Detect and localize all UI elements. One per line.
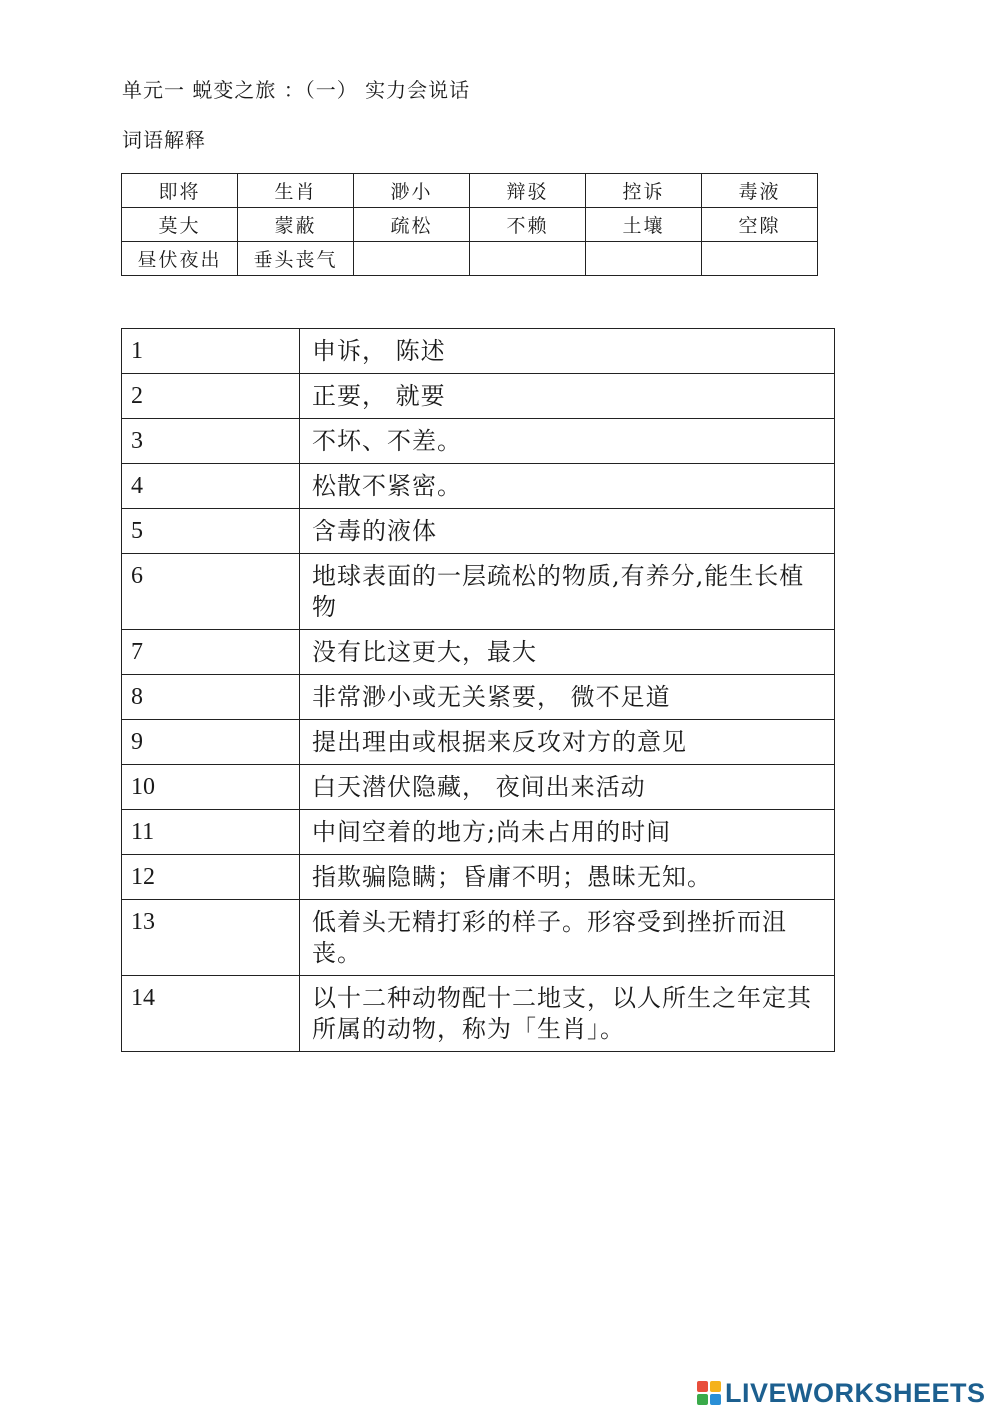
- liveworksheets-logo: [697, 1378, 986, 1408]
- vocab-cell: 渺小: [354, 174, 470, 208]
- definition-text: 不坏、不差。: [300, 419, 835, 464]
- answer-number-cell[interactable]: 7: [122, 630, 300, 675]
- definition-text: 没有比这更大，最大: [300, 630, 835, 675]
- answer-number-cell[interactable]: 1: [122, 329, 300, 374]
- vocab-cell: [354, 242, 470, 276]
- definition-text: 含毒的液体: [300, 509, 835, 554]
- logo-blocks-icon: [697, 1381, 721, 1405]
- vocab-cell: 垂头丧气: [238, 242, 354, 276]
- definition-row: [122, 976, 835, 1052]
- logo-text: LIVEWORKSHEETS: [725, 1377, 986, 1408]
- definition-text: 以十二种动物配十二地支，以人所生之年定其所属的动物，称为「生肖」。: [300, 976, 835, 1052]
- answer-number-cell[interactable]: 5: [122, 509, 300, 554]
- definition-row: [122, 900, 835, 976]
- vocab-row: [122, 242, 818, 276]
- definition-row: [122, 630, 835, 675]
- vocab-cell: 蒙蔽: [238, 208, 354, 242]
- answer-number-cell[interactable]: 10: [122, 765, 300, 810]
- definition-row: [122, 810, 835, 855]
- logo-block: [710, 1381, 721, 1392]
- vocab-cell: 控诉: [586, 174, 702, 208]
- vocab-cell: 即将: [122, 174, 238, 208]
- vocab-cell: 土壤: [586, 208, 702, 242]
- definition-row: [122, 509, 835, 554]
- logo-block: [710, 1394, 721, 1405]
- definition-row: [122, 855, 835, 900]
- vocab-cell: 疏松: [354, 208, 470, 242]
- definition-text: 低着头无精打彩的样子。形容受到挫折而沮丧。: [300, 900, 835, 976]
- definition-text: 地球表面的一层疏松的物质,有养分,能生长植物: [300, 554, 835, 630]
- vocab-cell: 莫大: [122, 208, 238, 242]
- answer-number-cell[interactable]: 9: [122, 720, 300, 765]
- definition-text: 非常渺小或无关紧要， 微不足道: [300, 675, 835, 720]
- answer-number-cell[interactable]: 2: [122, 374, 300, 419]
- logo-block: [697, 1394, 708, 1405]
- vocab-cell: 辩驳: [470, 174, 586, 208]
- definition-text: 指欺骗隐瞒；昏庸不明；愚昧无知。: [300, 855, 835, 900]
- definition-row: [122, 720, 835, 765]
- vocab-row: [122, 208, 818, 242]
- definition-text: 松散不紧密。: [300, 464, 835, 509]
- definition-row: [122, 329, 835, 374]
- answer-number-cell[interactable]: 11: [122, 810, 300, 855]
- vocab-cell: 毒液: [702, 174, 818, 208]
- definition-text: 中间空着的地方;尚未占用的时间: [300, 810, 835, 855]
- answer-number-cell[interactable]: 12: [122, 855, 300, 900]
- answer-number-cell[interactable]: 4: [122, 464, 300, 509]
- definition-text: 提出理由或根据来反攻对方的意见: [300, 720, 835, 765]
- vocab-cell: 昼伏夜出: [122, 242, 238, 276]
- definition-text: 正要， 就要: [300, 374, 835, 419]
- vocab-cell: 生肖: [238, 174, 354, 208]
- definition-row: [122, 554, 835, 630]
- vocab-cell: [586, 242, 702, 276]
- definition-text: 申诉， 陈述: [300, 329, 835, 374]
- answer-number-cell[interactable]: 14: [122, 976, 300, 1052]
- vocab-cell: [702, 242, 818, 276]
- definition-row: [122, 374, 835, 419]
- vocab-row: [122, 174, 818, 208]
- answer-number-cell[interactable]: 3: [122, 419, 300, 464]
- section-heading: 词语解释: [122, 128, 206, 152]
- vocab-cell: 空隙: [702, 208, 818, 242]
- definition-row: [122, 765, 835, 810]
- vocab-cell: [470, 242, 586, 276]
- definition-text: 白天潜伏隐藏， 夜间出来活动: [300, 765, 835, 810]
- vocab-cell: 不赖: [470, 208, 586, 242]
- answer-number-cell[interactable]: 13: [122, 900, 300, 976]
- vocabulary-table: [121, 173, 818, 276]
- definition-row: [122, 464, 835, 509]
- definitions-table: [121, 328, 835, 1052]
- answer-number-cell[interactable]: 8: [122, 675, 300, 720]
- answer-number-cell[interactable]: 6: [122, 554, 300, 630]
- worksheet-title: 单元一 蜕变之旅 ：（一） 实力会说话: [122, 78, 471, 102]
- logo-block: [697, 1381, 708, 1392]
- definition-row: [122, 675, 835, 720]
- definition-row: [122, 419, 835, 464]
